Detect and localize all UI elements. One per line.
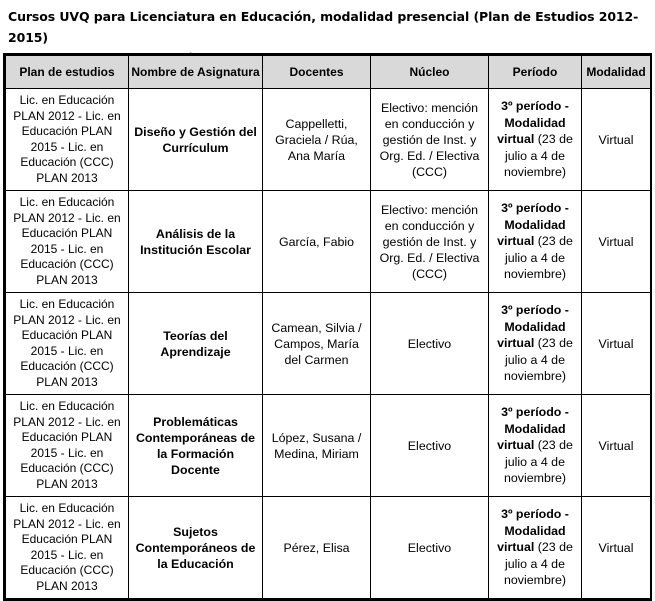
header-plan: Plan de estudios bbox=[6, 56, 129, 89]
table-header-row bbox=[6, 56, 651, 89]
periodo-dates: (23 de julio a 4 de noviembre) bbox=[504, 438, 573, 486]
cell-plan: Lic. en Educación PLAN 2012 - Lic. en Educación PLAN 2015 - Lic. en Educación (CCC) PLAN 2013 bbox=[6, 293, 129, 395]
periodo-dates: (23 de julio a 4 de noviembre) bbox=[504, 234, 573, 282]
cell-docentes: Camean, Silvia / Campos, María del Carmen bbox=[263, 293, 371, 395]
table-row bbox=[6, 89, 651, 191]
cell-modalidad: Virtual bbox=[582, 191, 651, 293]
periodo-dates: (23 de julio a 4 de noviembre) bbox=[504, 336, 573, 384]
table-row bbox=[6, 191, 651, 293]
cell-docentes: García, Fabio bbox=[263, 191, 371, 293]
cell-periodo bbox=[489, 293, 582, 395]
cell-modalidad: Virtual bbox=[582, 395, 651, 497]
cell-nombre: Diseño y Gestión del Currículum bbox=[129, 89, 263, 191]
cell-nombre: Sujetos Contemporáneos de la Educación bbox=[129, 497, 263, 599]
periodo-bold: 3º período - Modalidad virtual bbox=[497, 201, 569, 249]
cell-periodo bbox=[489, 497, 582, 599]
cell-modalidad: Virtual bbox=[582, 497, 651, 599]
header-nombre: Nombre de Asignatura bbox=[129, 56, 263, 89]
cell-nucleo: Electivo bbox=[371, 395, 489, 497]
cell-periodo bbox=[489, 191, 582, 293]
table-row bbox=[6, 497, 651, 599]
header-docentes: Docentes bbox=[263, 56, 371, 89]
periodo-dates: (23 de julio a 4 de noviembre) bbox=[504, 540, 573, 588]
cell-nucleo: Electivo: mención en conducción y gestión de Inst. y Org. Ed. / Electiva (CCC) bbox=[371, 89, 489, 191]
cell-modalidad: Virtual bbox=[582, 293, 651, 395]
courses-table-frame bbox=[3, 53, 652, 601]
cell-plan: Lic. en Educación PLAN 2012 - Lic. en Educación PLAN 2015 - Lic. en Educación (CCC) PLAN 2013 bbox=[6, 395, 129, 497]
cell-plan: Lic. en Educación PLAN 2012 - Lic. en Educación PLAN 2015 - Lic. en Educación (CCC) PLAN 2013 bbox=[6, 191, 129, 293]
cell-modalidad: Virtual bbox=[582, 89, 651, 191]
cell-nombre: Análisis de la Institución Escolar bbox=[129, 191, 263, 293]
cell-nucleo: Electivo bbox=[371, 497, 489, 599]
periodo-bold: 3º período - Modalidad virtual bbox=[497, 507, 569, 555]
courses-table bbox=[5, 55, 651, 599]
table-row bbox=[6, 293, 651, 395]
cell-periodo bbox=[489, 395, 582, 497]
cell-nombre: Teorías del Aprendizaje bbox=[129, 293, 263, 395]
cell-periodo bbox=[489, 89, 582, 191]
periodo-bold: 3º período - Modalidad virtual bbox=[497, 405, 569, 453]
periodo-dates: (23 de julio a 4 de noviembre) bbox=[504, 132, 573, 180]
cell-docentes: López, Susana / Medina, Miriam bbox=[263, 395, 371, 497]
cell-plan: Lic. en Educación PLAN 2012 - Lic. en Educación PLAN 2015 - Lic. en Educación (CCC) PLAN 2013 bbox=[6, 497, 129, 599]
header-periodo: Período bbox=[489, 56, 582, 89]
cell-docentes: Cappelletti, Graciela / Rúa, Ana María bbox=[263, 89, 371, 191]
cell-plan: Lic. en Educación PLAN 2012 - Lic. en Educación PLAN 2015 - Lic. en Educación (CCC) PLAN 2013 bbox=[6, 89, 129, 191]
cell-nucleo: Electivo bbox=[371, 293, 489, 395]
periodo-bold: 3º período - Modalidad virtual bbox=[497, 99, 569, 147]
header-nucleo: Núcleo bbox=[371, 56, 489, 89]
header-modalidad: Modalidad bbox=[582, 56, 651, 89]
table-row bbox=[6, 395, 651, 497]
periodo-bold: 3º período - Modalidad virtual bbox=[497, 303, 569, 351]
page-title-line-1: Cursos UVQ para Licenciatura en Educación, modalidad presencial (Plan de Estudios 2012-2015) bbox=[8, 9, 639, 45]
cell-docentes: Pérez, Elisa bbox=[263, 497, 371, 599]
cell-nombre: Problemáticas Contemporáneas de la Formación Docente bbox=[129, 395, 263, 497]
cell-nucleo: Electivo: mención en conducción y gestión de Inst. y Org. Ed. / Electiva (CCC) bbox=[371, 191, 489, 293]
